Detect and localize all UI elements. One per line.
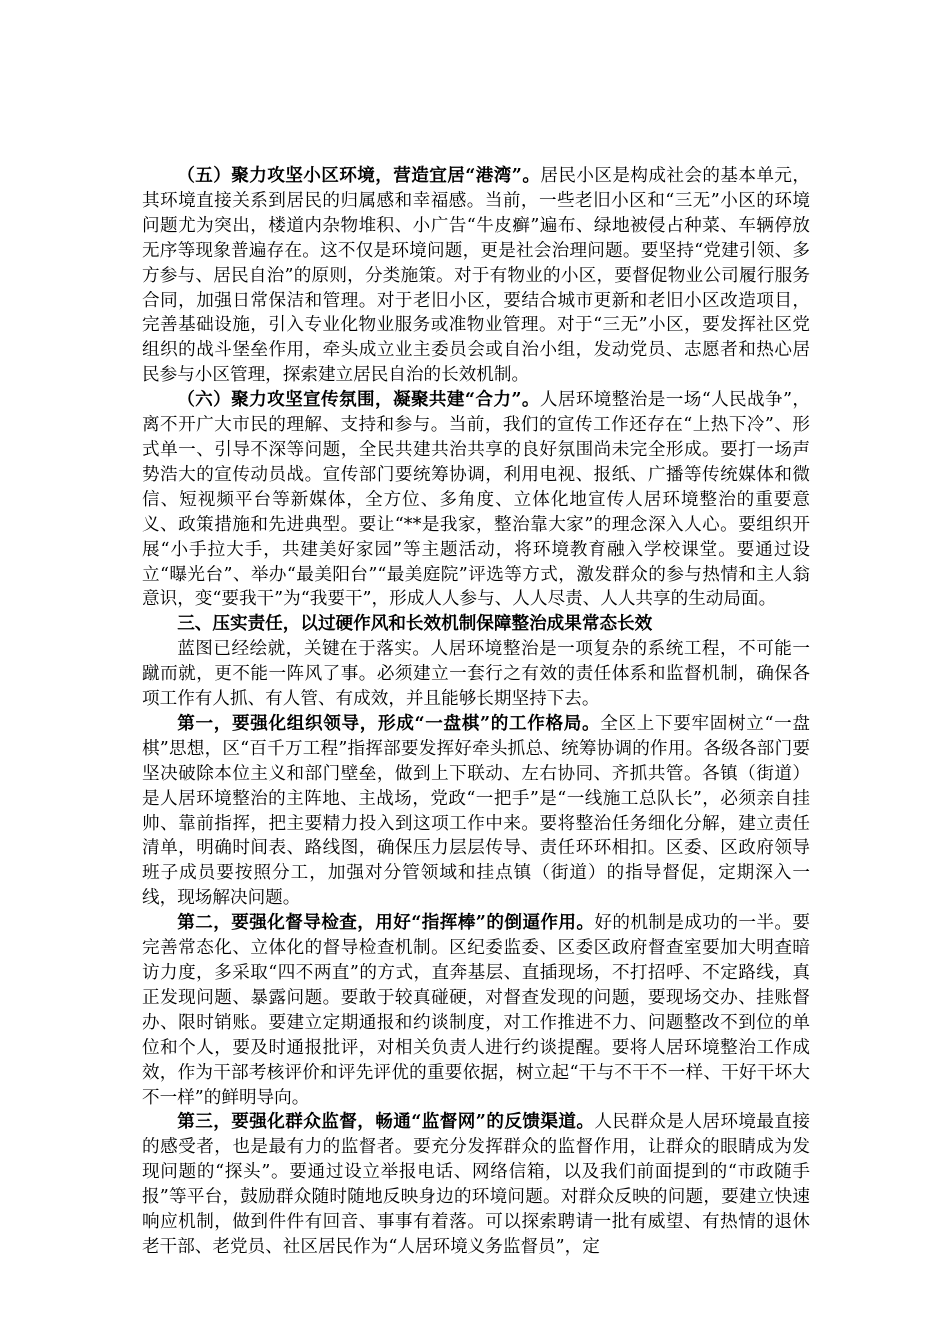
section-heading-3: 三、压实责任，以过硬作风和长效机制保障整治成果常态长效 — [177, 613, 653, 635]
paragraph-text: 全区上下要牢固树立“一盘棋”思想，区“百千万工程”指挥部要发挥好牵头抓总、统筹协调的作用。各级各部门要坚决破除本位主义和部门壁垒，做到上下联动、左右协同、齐抓共管。各镇（街道）是人居环境整治的主阵地、主战场，党政“一把手”是“一线施工总队长”，必须亲自挂帅、靠前指挥，把主要精力投入到这项工作中来。要将整治任务细化分解，建立责任清单，明确时间表、路线图，确保压力层层传导、责任环环相扣。区委、区政府领导班子成员要按照分工，加强对分管领域和挂点镇（街道）的指导督促，定期深入一线，现场解决问题。 — [142, 713, 810, 909]
paragraph-lead: 第一，要强化组织领导，形成“一盘棋”的工作格局。 — [177, 712, 601, 734]
paragraph-lead: （五）聚力攻坚小区环境，营造宜居“港湾”。 — [177, 165, 541, 186]
paragraph-lead: 第二，要强化督导检查，用好“指挥棒”的倒逼作用。 — [177, 912, 595, 934]
paragraph-text: 好的机制是成功的一半。要完善常态化、立体化的督导检查机制。区纪委监委、区委区政府督查室要加大明查暗访力度，多采取“四不两直”的方式，直奔基层、直插现场，不打招呼、不定路线，真正发现问题、暴露问题。要敢于较真碰硬，对督查发现的问题，要现场交办、挂账督办、限时销账。要建立定期通报和约谈制度，对工作推进不力、问题整改不到位的单位和个人，要及时通报批评，对相关负责人进行约谈提醒。要将人居环境整治工作成效，作为干部考核评价和评先评优的重要依据，树立起“干与不干不一样、干好干坏大不一样”的鲜明导向。 — [142, 913, 810, 1108]
paragraph-lead: （六）聚力攻坚宣传氛围，凝聚共建“合力”。 — [177, 389, 540, 411]
paragraph-second — [142, 911, 810, 1110]
paragraph-third — [142, 1110, 810, 1259]
paragraph-text: 人居环境整治是一场“人民战争”，离不开广大市民的理解、支持和参与。当前，我们的宣传工作还存在“上热下冷”、形式单一、引导不深等问题，全民共建共治共享的良好氛围尚未完全形成。要打一场声势浩大的宣传动员战。宣传部门要统筹协调，利用电视、报纸、广播等传统媒体和微信、短视频平台等新媒体，全方位、多角度、立体化地宣传人居环境整治的重要意义、政策措施和先进典型。要让“**是我家，整治靠大家”的理念深入人心。要组织开展“小手拉大手，共建美好家园”等主题活动，将环境教育融入学校课堂。要通过设立“曝光台”、举办“最美阳台”“最美庭院”评选等方式，激发群众的参与热情和主人翁意识，变“要我干”为“我要干”，形成人人参与、人人尽责、人人共享的生动局面。 — [142, 390, 810, 610]
paragraph-5 — [142, 164, 810, 388]
paragraph-text: 人民群众是人居环境最直接的感受者，也是最有力的监督者。要充分发挥群众的监督作用，让群众的眼睛成为发现问题的“探头”。要通过设立举报电话、网络信箱，以及我们前面提到的“市政随手报”等平台，鼓励群众随时随地反映身边的环境问题。对群众反映的问题，要建立快速响应机制，做到件件有回音、事事有着落。可以探索聘请一批有威望、有热情的退休老干部、老党员、社区居民作为“人居环境义务监督员”，定 — [142, 1112, 810, 1257]
paragraph-6 — [142, 388, 810, 612]
paragraph-intro — [142, 637, 810, 712]
paragraph-lead: 第三，要强化群众监督，畅通“监督网”的反馈渠道。 — [177, 1111, 595, 1133]
paragraph-text: 居民小区是构成社会的基本单元，其环境直接关系到居民的归属感和幸福感。当前，一些老旧小区和“三无”小区的环境问题尤为突出，楼道内杂物堆积、小广告“牛皮癣”遍布、绿地被侵占种菜、车辆停放无序等现象普遍存在。这不仅是环境问题，更是社会治理问题。要坚持“党建引领、多方参与、居民自治”的原则，分类施策。对于有物业的小区，要督促物业公司履行服务合同，加强日常保洁和管理。对于老旧小区，要结合城市更新和老旧小区改造项目，完善基础设施，引入专业化物业服务或准物业管理。对于“三无”小区，要发挥社区党组织的战斗堡垒作用，牵头成立业主委员会或自治小组，发动党员、志愿者和热心居民参与小区管理，探索建立居民自治的长效机制。 — [142, 166, 810, 386]
paragraph-text: 蓝图已经绘就，关键在于落实。人居环境整治是一项复杂的系统工程，不可能一蹴而就，更不能一阵风了事。必须建立一套行之有效的责任体系和监督机制，确保各项工作有人抓、有人管、有成效，并且能够长期坚持下去。 — [142, 639, 810, 710]
document-body — [142, 164, 810, 1260]
paragraph-first — [142, 712, 810, 911]
